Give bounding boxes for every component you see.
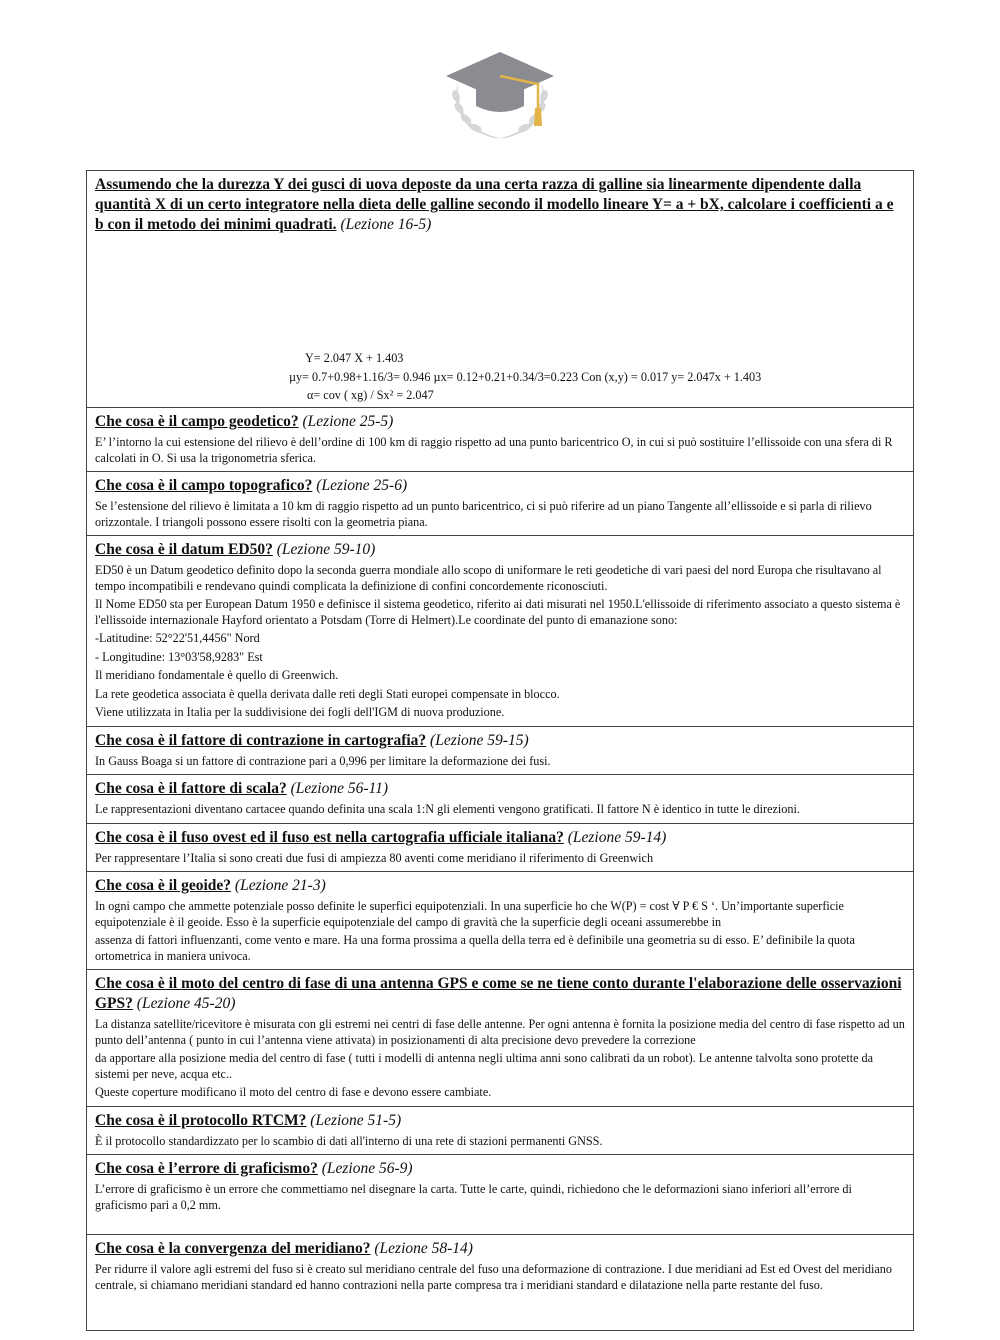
answer [95,802,905,818]
question-text: Che cosa è il fuso ovest ed il fuso est nella cartografia ufficiale italiana? [95,828,564,846]
lesson-ref: (Lezione 59-10) [276,541,376,558]
answer-paragraph: Viene utilizzata in Italia per la suddivisione dei fogli dell'IGM di nuova produzione. [95,705,505,719]
answer-paragraph: Il Nome ED50 sta per European Datum 1950 e definisce il sistema geodetico, riferito ai dati misurati nel 1950.L'ellissoide di riferimento associato a questo sistema è l'ellissoide internazionale Hayford orientato a Potsdam (Torre di Helmert).Le coordinate del punto di emanazione sono: [95,597,901,627]
answer-paragraph: La rete geodetica associata è quella derivata dalle reti degli Stati europei compensate in blocco. [95,686,560,701]
question-text: Che cosa è il moto del centro di fase di una antenna GPS e come se ne tiene conto durante l'elaborazione delle osservazioni GPS? [95,975,902,1012]
question-text: Che cosa è il datum ED50? [95,541,273,558]
question [95,476,905,496]
qa-section-errore-graficismo [87,1154,913,1234]
question-text: Che cosa è il campo topografico? [95,477,313,494]
question [95,1239,905,1259]
answer [95,1262,905,1293]
formula-regression-line: Y= 2.047 X + 1.403 [305,351,404,365]
question [95,1159,905,1179]
qa-section-datum-ed50 [87,535,913,726]
answer [95,563,905,721]
qa-section-least-squares [87,171,913,407]
answer [95,899,905,964]
question [95,1111,905,1131]
answer-paragraph: - Longitudine: 13°03'58,9283" Est [95,649,263,664]
lesson-ref: (Lezione 16-5) [340,216,432,233]
answer-paragraph: Queste coperture modificano il moto del centro di fase e devono essere cambiate. [95,1085,492,1099]
qa-section-campo-topografico [87,471,913,535]
question [95,412,905,432]
answer [95,754,905,770]
answer-paragraph: La distanza satellite/ricevitore è misurata con gli estremi nei centri di fase delle antenne. Per ogni antenna è fornita la posizione media del centro di fase rispetto ad un punto dell’antenna ( punto in cui l’antenna viene attivata) in posizionamenti di alta precisione devo prevedere la correzione [95,1017,905,1047]
qa-table [86,170,914,1331]
qa-section-rtcm [87,1106,913,1155]
answer-paragraph: Se l’estensione del rilievo è limitata a 10 km di raggio rispetto ad un punto baricentrico, ci si può riferire ad un piano Tangente all’ellissoide e si parla di rilievo orizzontale. I triangoli possono essere risolti con la geometria piana. [95,499,872,529]
answer-paragraph: In ogni campo che ammette potenziale posso definite le superfici equipotenziali. In una superficie ho che W(P) = cost ∀ P € S ‘. Un’importante superficie equipotenziale è il geoide. Esso è la superficie equipotenziale del campo di gravità che la superficie degli oceani assumerebbe in [95,899,844,929]
answer [95,1182,905,1213]
formula-means: µy= 0.7+0.98+1.16/3= 0.946 µx= 0.12+0.21+0.34/3=0.223 Con (x,y) = 0.017 y= 2.047x + 1.403 [289,370,762,384]
answer [95,1017,905,1101]
answer-paragraph: Per rappresentare l’Italia si sono creati due fusi di ampiezza 80 aventi come meridiano il riferimento di Greenwich [95,850,654,865]
qa-section-fuso [87,823,913,872]
lesson-ref: (Lezione 45-20) [136,995,236,1012]
question [95,540,905,560]
answer-paragraph: assenza di fattori influenzanti, come vento e mare. Ha una forma prossima a quella della terra ed è definibile una geometria su di esso. E’ definibile la quota ortometrica in maniera univoca. [95,933,855,963]
lesson-ref: (Lezione 21-3) [234,877,326,894]
lesson-ref: (Lezione 25-6) [316,477,408,494]
qa-section-fattore-contrazione [87,726,913,775]
graduation-cap-icon [440,46,560,142]
question [95,175,905,235]
answer-paragraph: L’errore di graficismo è un errore che commettiamo nel disegnare la carta. Tutte le carte, quindi, richiedono che le deformazioni siano inferiori all’errore di graficismo pari a 0,2 mm. [95,1182,852,1212]
answer-paragraph: È il protocollo standardizzato per lo scambio di dati all'interno di una rete di stazioni permanenti GNSS. [95,1133,603,1148]
lesson-ref: (Lezione 59-15) [430,731,529,749]
question [95,779,905,799]
question [95,731,905,751]
answer [95,851,905,867]
question [95,828,905,848]
answer [95,499,905,530]
question-text: Che cosa è il fattore di contrazione in cartografia? [95,731,427,749]
question [95,974,905,1014]
answer-paragraph: E’ l’intorno la cui estensione del rilievo è dell’ordine di 100 km di raggio rispetto ad una punto baricentrico O, in cui si può sostituire l’ellissoide con una sfera di R calcolati in O. Si usa la trigonometria sferica. [95,435,893,465]
qa-section-fattore-scala [87,774,913,823]
lesson-ref: (Lezione 58-14) [374,1240,473,1257]
lesson-ref: (Lezione 51-5) [310,1111,402,1129]
question-text: Che cosa è il campo geodetico? [95,413,299,430]
answer-paragraph: ED50 è un Datum geodetico definito dopo la seconda guerra mondiale allo scopo di uniformare le reti geodetiche di vari paesi del nord Europa che risultavano al tempo incompatibili e rendevano quindi complicata la definizione di confini concordemente riconosciuti. [95,563,882,593]
answer-paragraph: da apportare alla posizione media del centro di fase ( tutti i modelli di antenna negli ultima anni sono calibrati da un robot). Le antenne talvolta sono protette da sistemi per neve, acqua etc.. [95,1051,874,1081]
qa-section-geoide [87,871,913,969]
question-text: Assumendo che la durezza Y dei gusci di uova deposte da una certa razza di galline sia linearmente dipendente dalla quantità X di un certo integratore nella dieta delle galline secondo il modello lineare Y= a + bX, calcolare i coefficienti a e b con il metodo dei minimi quadrati. [95,176,894,233]
qa-section-convergenza-meridiano [87,1234,913,1330]
lesson-ref: (Lezione 56-9) [321,1160,413,1177]
question-text: Che cosa è il protocollo RTCM? [95,1111,307,1129]
answer [95,435,905,466]
question-text: Che cosa è l’errore di graficismo? [95,1160,318,1177]
qa-section-campo-geodetico [87,407,913,471]
lesson-ref: (Lezione 56-11) [290,780,389,797]
question [95,876,905,896]
answer-paragraph: Per ridurre il valore agli estremi del fuso si è creato sul meridiano centrale del fuso una deformazione di contrazione. I due meridiani ad Est ed Ovest del meridiano centrale, si chiamano meridiani standard ed hanno contrazioni nella parte compresa tra i meridiani standard e dilatazione nella parte restante del fuso. [95,1262,892,1292]
lesson-ref: (Lezione 59-14) [567,828,667,846]
question-text: Che cosa è il geoide? [95,877,232,894]
answer-paragraph: Le rappresentazioni diventano cartacee quando definita una scala 1:N gli elementi vengono gratificati. Il fattore N è identico in tutte le direzioni. [95,802,800,816]
answer [95,1134,905,1150]
question-text: Che cosa è il fattore di scala? [95,780,287,797]
formula-alpha: α= cov ( xg) / Sx² = 2.047 [307,388,434,402]
answer-paragraph: Il meridiano fondamentale è quello di Greenwich. [95,668,339,682]
question-text: Che cosa è la convergenza del meridiano? [95,1240,371,1257]
answer-paragraph: -Latitudine: 52°22'51,4456" Nord [95,631,260,645]
answer-paragraph: In Gauss Boaga si un fattore di contrazione pari a 0,996 per limitare la deformazione dei fusi. [95,753,551,768]
lesson-ref: (Lezione 25-5) [302,413,394,430]
qa-section-centro-fase-gps [87,969,913,1106]
